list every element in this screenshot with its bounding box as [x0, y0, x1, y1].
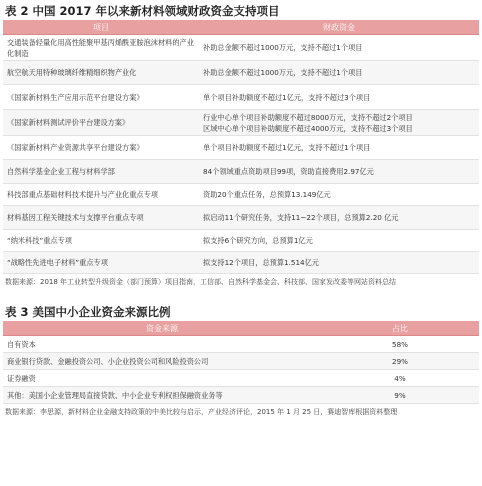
share-cell: 4% [321, 370, 479, 387]
funding-cell: 单个项目补助额度不超过1亿元，支持不超过3个项目 [199, 85, 479, 110]
funding-cell: 拟启动11个研究任务，支持11~22个项目，总预算2.20 亿元 [199, 206, 479, 230]
table3-header-share: 占比 [321, 321, 479, 336]
table2-title: 表 2 中国 2017 年以来新材料领域财政资金支持项目 [5, 4, 280, 18]
table2-header-project: 项目 [3, 20, 199, 35]
table-row [3, 136, 479, 160]
table-row [3, 353, 479, 370]
table-row [3, 35, 479, 61]
project-cell: 《国家新材料测试评价平台建设方案》 [3, 110, 199, 136]
table2-header-funding: 财政资金 [199, 20, 479, 35]
table3-title: 表 3 美国中小企业资金来源比例 [5, 305, 171, 319]
source-cell: 其他：美国小企业管理局直接贷款、中小企业专利权担保融资业务等 [3, 387, 321, 404]
project-cell: 科技部重点基础材料技术提升与产业化重点专项 [3, 184, 199, 206]
funding-cell: 补助总金额不超过1000万元，支持不超过1个项目 [199, 35, 479, 61]
project-cell: 自然科学基金企业工程与材料学部 [3, 160, 199, 184]
table3-header-row [3, 321, 479, 336]
source-cell: 商业银行贷款、金融投资公司、小企业投资公司和风险投资公司 [3, 353, 321, 370]
source-cell: 自有资本 [3, 336, 321, 353]
table-row [3, 370, 479, 387]
funding-cell: 补助总金额不超过1000万元，支持不超过1个项目 [199, 61, 479, 85]
document-page [0, 2, 482, 486]
funding-cell: 84个领域重点资助项目99项，资助直接费用2.97亿元 [199, 160, 479, 184]
table2-source: 数据来源：2018 年工业转型升级资金（部门预算）项目指南，工信部、自然科学基金会、科技部、国家发改委等网站资料总结 [5, 278, 397, 286]
table-row [3, 387, 479, 404]
project-cell: “战略性先进电子材料”重点专项 [3, 252, 199, 274]
table2-header-row [3, 20, 479, 35]
table-row [3, 252, 479, 274]
table3 [3, 321, 479, 404]
project-cell: “纳米科技”重点专项 [3, 230, 199, 252]
table3-source: 数据来源：李思源，新材料企业金融支持政策的中美比较与启示，产业经济评论，2015 年 1 月 25 日，赛迪智库根据资料整理 [5, 408, 398, 416]
table-row [3, 184, 479, 206]
share-cell: 58% [321, 336, 479, 353]
table-row [3, 110, 479, 136]
table-row [3, 206, 479, 230]
funding-cell: 拟支持12个项目，总预算1.514亿元 [199, 252, 479, 274]
funding-cell: 单个项目补助额度不超过1亿元，支持不超过1个项目 [199, 136, 479, 160]
project-cell: 交通装备轻量化用高性能聚甲基丙烯酰亚胺泡沫材料的产业化制造 [3, 35, 199, 61]
project-cell: 《国家新材料产业资源共享平台建设方案》 [3, 136, 199, 160]
table3-header-source: 资金来源 [3, 321, 321, 336]
funding-cell: 资助20个重点任务，总预算13.149亿元 [199, 184, 479, 206]
project-cell: 《国家新材料生产应用示范平台建设方案》 [3, 85, 199, 110]
table-row [3, 85, 479, 110]
funding-cell: 行业中心单个项目补助额度不超过8000万元，支持不超过2个项目 区域中心单个项目补助额度不超过4000万元，支持不超过3个项目 [199, 110, 479, 136]
table2 [3, 20, 479, 274]
table3-body [3, 336, 479, 404]
table-row [3, 160, 479, 184]
source-cell: 证券融资 [3, 370, 321, 387]
table-row [3, 336, 479, 353]
table-row [3, 230, 479, 252]
table-row [3, 61, 479, 85]
project-cell: 航空航天用特种玻璃纤维精细织物产业化 [3, 61, 199, 85]
share-cell: 9% [321, 387, 479, 404]
project-cell: 材料基因工程关键技术与支撑平台重点专项 [3, 206, 199, 230]
funding-cell: 拟支持6个研究方向，总预算1亿元 [199, 230, 479, 252]
share-cell: 29% [321, 353, 479, 370]
table2-body [3, 35, 479, 274]
